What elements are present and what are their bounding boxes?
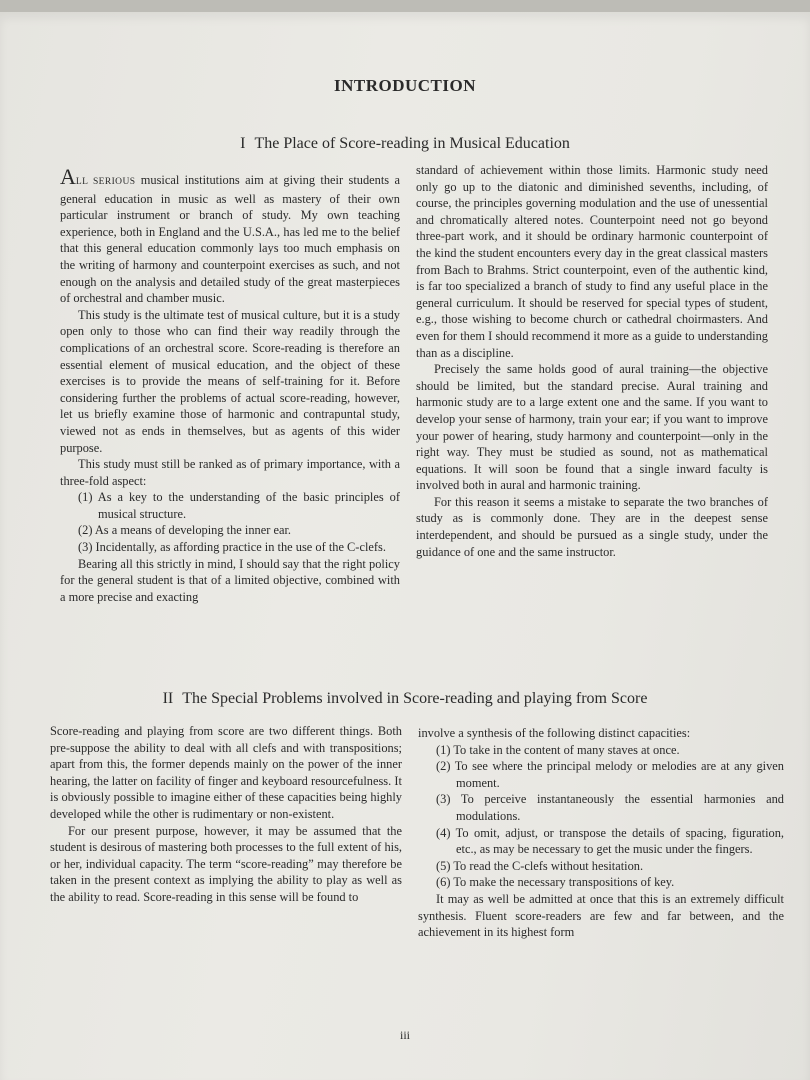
paragraph: Bearing all this strictly in mind, I should say that the right policy for the general student is that of a limited objective, combined with a more precise and exacting [60, 556, 400, 604]
section-number-1: I [240, 135, 246, 152]
paragraph: involve a synthesis of the following distinct capacities: [418, 726, 691, 740]
section-title-1: The Place of Score-reading in Musical Education [254, 135, 570, 152]
section-number-2: II [162, 690, 174, 707]
paragraph: Precisely the same holds good of aural training—the objective should be limited, but the standard precise. Aural training and harmonic study are to a large extent one and the same. If you want to develop your sense of harmony, train your ear; if you want to improve your power of hearing, study harmony and counterpoint—only in the right way. They must be studied as sound, not as mathematical equations. It will soon be found that a single inward faculty is involved both in aural and harmonic training. [416, 362, 768, 493]
section-heading-2 [0, 690, 810, 708]
small-caps-text: LL SERIOUS [75, 177, 136, 187]
list-item: (1) As a key to the understanding of the basic principles of musical structure. [78, 490, 400, 521]
section2-column-right [418, 725, 784, 941]
drop-cap: A [60, 164, 76, 189]
list-item: (3) Incidentally, as affording practice in the use of the C-clefs. [78, 540, 386, 555]
list-item: (6) To make the necessary transpositions of key. [436, 875, 675, 890]
page-title: INTRODUCTION [333, 76, 477, 95]
list-item: (5) To read the C-clefs without hesitation. [436, 858, 644, 873]
section2-column-left [50, 723, 402, 906]
page-number: iii [399, 1028, 410, 1042]
paragraph [60, 164, 400, 307]
paragraph: It may as well be admitted at once that this is an extremely difficult synthesis. Fluent score-readers are few and far between, and the achievement in its highest form [418, 891, 784, 940]
paragraph: For this reason it seems a mistake to separate the two branches of study as is commonly done. They are in the deepest sense interdependent, and should be pursued as a single study, under the guidance of one and the same instructor. [416, 494, 768, 559]
list-item: (3) To perceive instantaneously the essential harmonies and modulations. [436, 792, 784, 823]
paragraph: standard of achievement within those limits. Harmonic study need only go up to the diatonic and diminished sevenths, including, of course, the principles governing modulation and the use of unessential and chromatically altered notes. Counterpoint need not go beyond three-part work, and it should be ordinary harmonic counterpoint of the kind the student encounters every day in the great classical masters from Bach to Brahms. Strict counterpoint, even of the authentic kind, is far too specialized a branch of study to find any useful place in the general curriculum. It should be reserved for special types of student, e.g., those wishing to become church or cathedral choirmasters. And even for them I should recommend it more as a guide to understanding than as a discipline. [416, 163, 768, 360]
paragraph: Score-reading and playing from score are two different things. Both pre-suppose the ability to deal with all clefs and with transpositions; apart from this, the former depends mainly on the power of the inner hearing, the latter on facility of finger and keyboard resourcefulness. It is obviously possible to imagine either of these capacities being highly developed while the other is rudimentary or non-existent. [50, 724, 402, 821]
list-item: (4) To omit, adjust, or transpose the details of spacing, figuration, etc., as may be necessary to get the music under the fingers. [436, 825, 784, 857]
section-heading-1 [0, 135, 810, 153]
list-item: (1) To take in the content of many staves at once. [436, 742, 680, 757]
section1-column-right [416, 162, 768, 560]
section1-column-left [60, 164, 400, 605]
paragraph: For our present purpose, however, it may be assumed that the student is desirous of mastering both processes to the full extent of his, or her, individual capacity. The term “score-reading” may therefore be taken in the present context as implying the ability to play as well as the ability to read. Score-reading in this sense will be found to [50, 823, 402, 904]
paragraph: This study is the ultimate test of musical culture, but it is a study open only to those who can find their way readily through the complications of an orchestral score. Score-reading is therefore an essential element of musical education, and the object of these exercises is to provide the means of self-training for it. Before considering further the problems of actual score-reading, however, let us briefly examine those of harmonic and contrapuntal study, viewed not as ends in themselves, but as agents of this wider purpose. [60, 307, 400, 455]
page-top-edge [0, 0, 810, 12]
book-page [0, 12, 810, 1080]
list-item: (2) To see where the principal melody or melodies are at any given moment. [436, 759, 784, 790]
list-item: (2) As a means of developing the inner ear. [78, 523, 291, 538]
paragraph-text: musical institutions aim at giving their students a general education in music as well as mastery of their own particular instrument or branch of study. My own teaching experience, both in England and the U.S.A., has led me to the belief that this general education commonly lays too much emphasis on the writing of harmony and counterpoint exercises as such, and not enough on the analysis and detailed study of the great masterpieces of orchestral and chamber music. [60, 173, 400, 306]
section-title-2: The Special Problems involved in Score-reading and playing from Score [182, 690, 648, 707]
paragraph: This study must still be ranked as of primary importance, with a three-fold aspect: [60, 457, 400, 488]
